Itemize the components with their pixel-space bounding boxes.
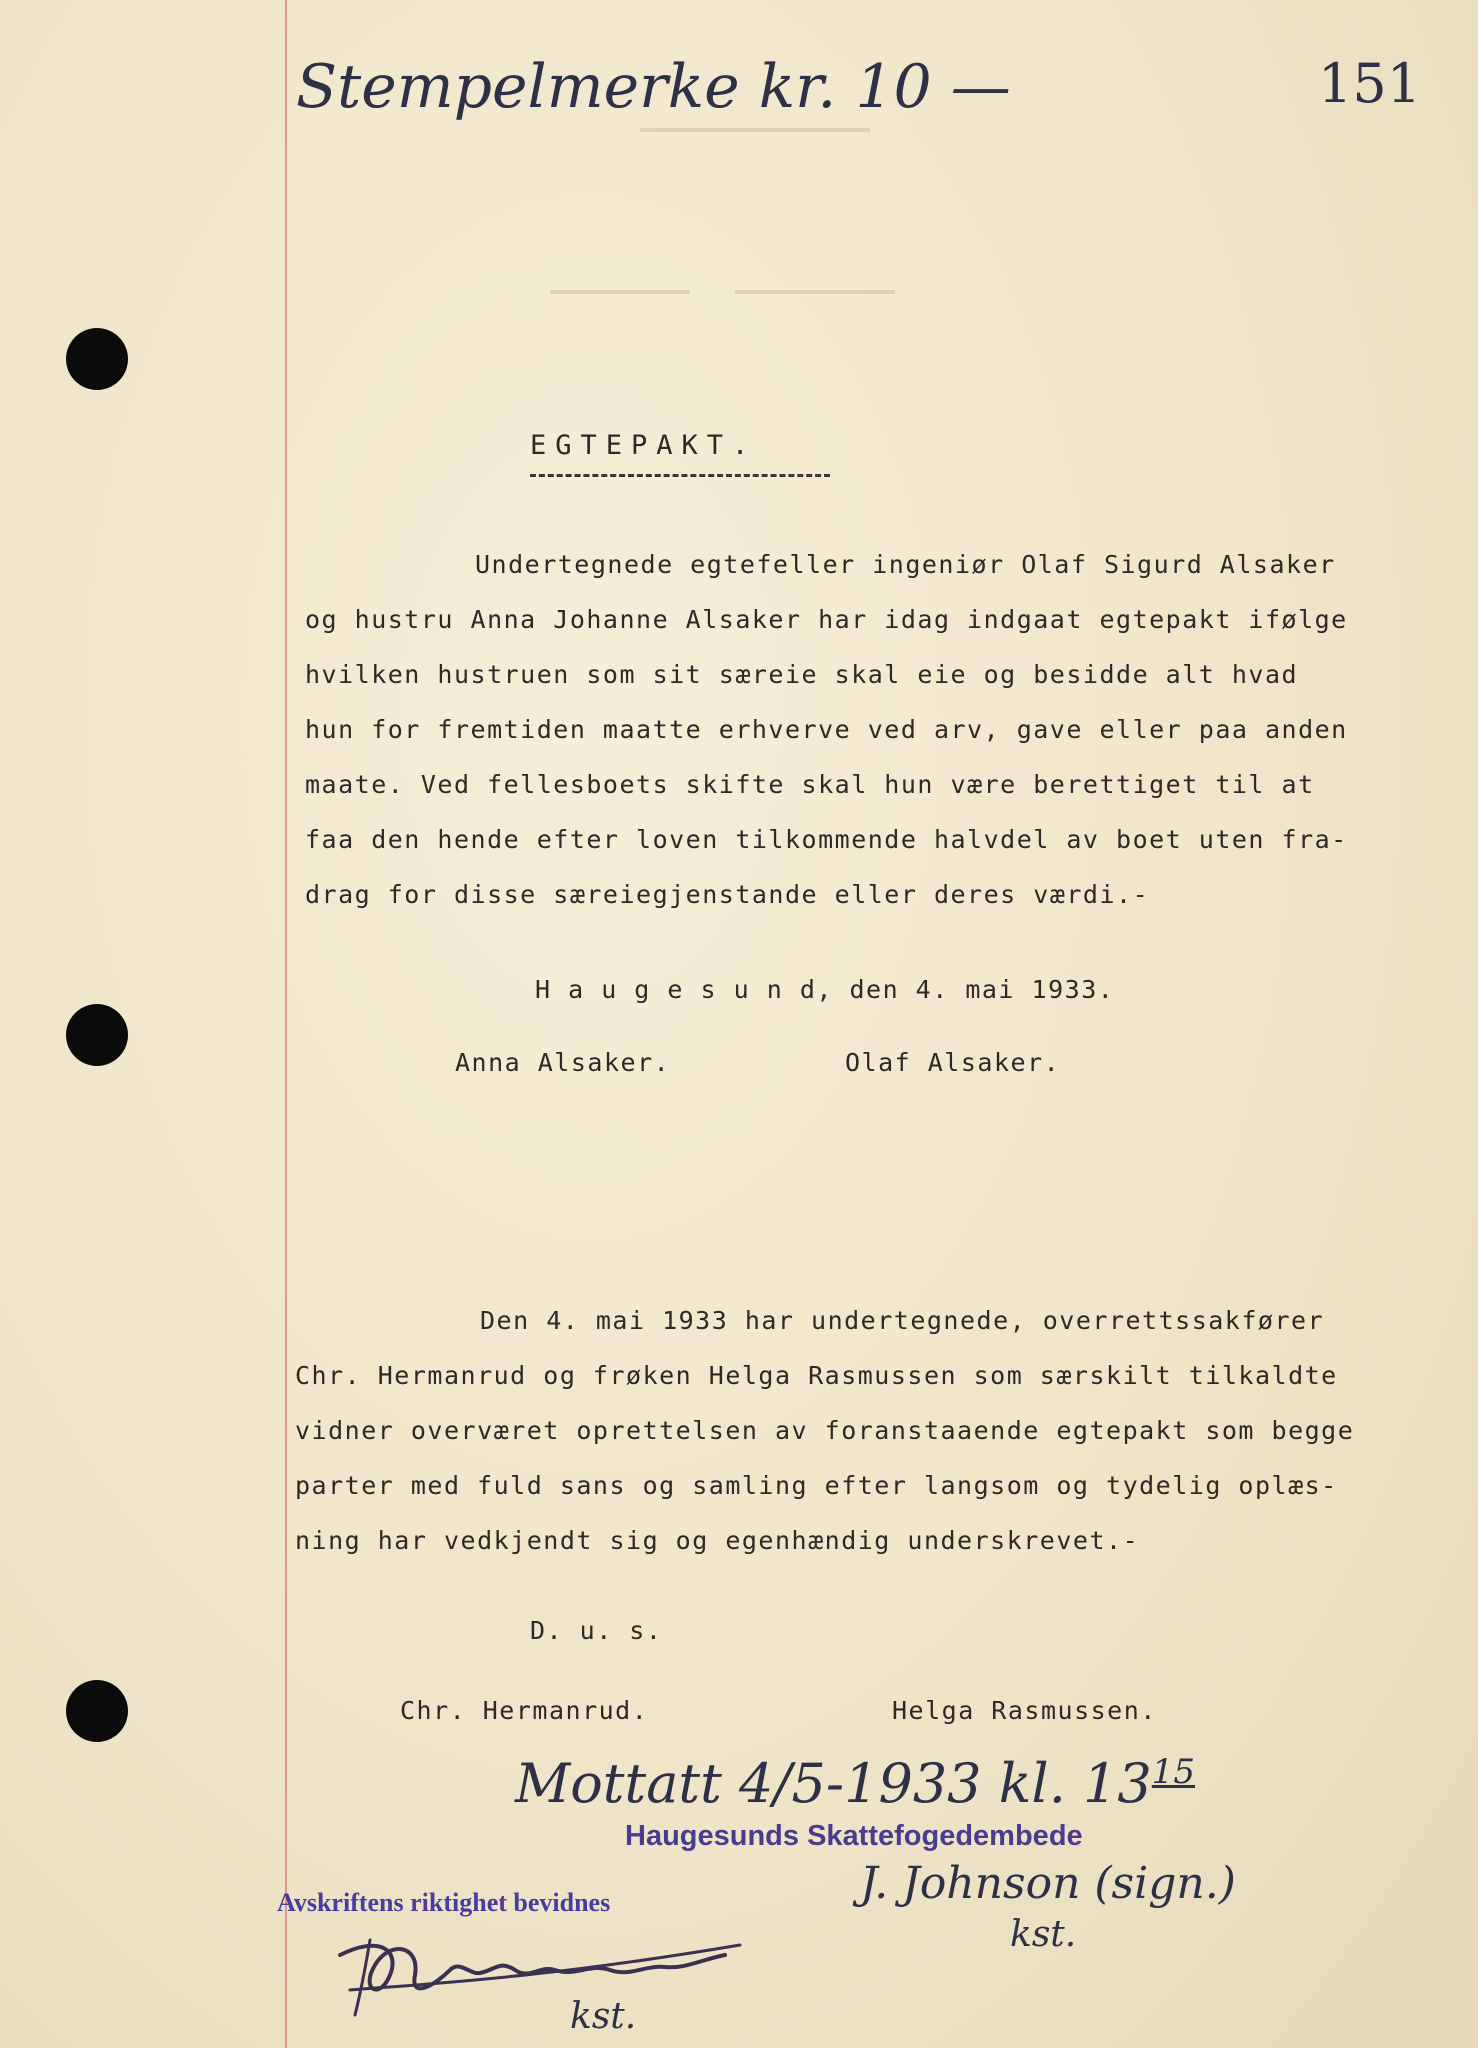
punch-hole-bottom xyxy=(66,1680,128,1742)
punch-hole-top xyxy=(66,328,128,390)
signature-anna: Anna Alsaker. xyxy=(455,1048,671,1077)
paragraph1-line: hun for fremtiden maatte erhverve ved arv, gave eller paa anden xyxy=(305,715,1348,744)
certification-stamp: Avskriftens riktighet bevidnes xyxy=(277,1888,611,1917)
paragraph2-line: ning har vedkjendt sig og egenhændig underskrevet.- xyxy=(295,1526,1140,1555)
document-title: EGTEPAKT. xyxy=(530,430,758,461)
title-underline xyxy=(530,474,830,477)
paragraph1-line: faa den hende efter loven tilkommende halvdel av boet uten fra- xyxy=(305,825,1348,854)
office-stamp: Haugesunds Skattefogedembede xyxy=(625,1820,1083,1852)
received-minutes: 15 xyxy=(1151,1752,1196,1792)
received-note xyxy=(515,1752,1195,1815)
certifier-signature-scribble xyxy=(320,1915,760,2025)
bleed-through-mark xyxy=(735,290,895,294)
signature-olaf: Olaf Alsaker. xyxy=(845,1048,1061,1077)
bleed-through-mark xyxy=(640,128,870,132)
bleed-through-mark xyxy=(550,290,690,294)
signature-hermanrud: Chr. Hermanrud. xyxy=(400,1696,649,1725)
paragraph1-line: Undertegnede egtefeller ingeniør Olaf Sigurd Alsaker xyxy=(475,550,1336,579)
paragraph1-line: hvilken hustruen som sit særeie skal eie og besidde alt hvad xyxy=(305,660,1299,689)
paragraph1-line: drag for disse særeiegjenstande eller deres værdi.- xyxy=(305,880,1150,909)
paragraph1-line: maate. Ved fellesboets skifte skal hun være berettiget til at xyxy=(305,770,1315,799)
signature-rasmussen: Helga Rasmussen. xyxy=(892,1696,1157,1725)
paragraph1-line: og hustru Anna Johanne Alsaker har idag indgaat egtepakt ifølge xyxy=(305,605,1348,634)
margin-rule xyxy=(285,0,287,2048)
place-and-date: H a u g e s u n d, den 4. mai 1933. xyxy=(535,975,1115,1004)
certifier-title: kst. xyxy=(570,1996,637,2037)
official-signature: J. Johnson (sign.) xyxy=(860,1858,1236,1909)
received-note-text: Mottatt 4/5-1933 kl. 13 xyxy=(515,1752,1152,1815)
punch-hole-middle xyxy=(66,1004,128,1066)
official-title: kst. xyxy=(1010,1914,1077,1955)
dus-abbreviation: D. u. s. xyxy=(530,1616,663,1645)
paragraph2-line: Chr. Hermanrud og frøken Helga Rasmussen som særskilt tilkaldte xyxy=(295,1361,1338,1390)
paragraph2-line: parter med fuld sans og samling efter langsom og tydelig oplæs- xyxy=(295,1471,1338,1500)
paragraph2-line: vidner overværet oprettelsen av foranstaaende egtepakt som begge xyxy=(295,1416,1355,1445)
stamp-duty-note: Stempelmerke kr. 10 — xyxy=(296,52,1011,122)
page-number: 151 xyxy=(1318,52,1422,115)
paragraph2-line: Den 4. mai 1933 har undertegnede, overrettssakfører xyxy=(480,1306,1325,1335)
